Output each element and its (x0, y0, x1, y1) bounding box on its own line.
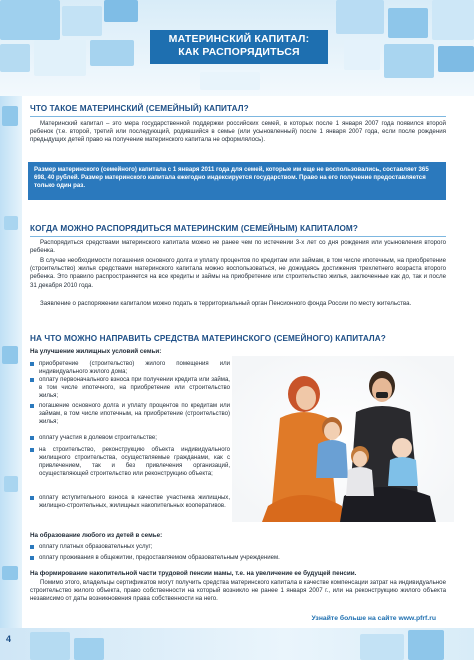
list-item-text: на строительство, реконструкцию объекта индивидуального жилищного строительства, осуществляемые гражданами, как с привлечением, так и без привлечения организаций, осуществляющей строительство или реконструкцию объекта; (39, 447, 230, 477)
decor-square (344, 40, 380, 70)
list-item-text: оплату платных образовательных услуг; (39, 544, 153, 550)
housing-subheading: На улучшение жилищных условий семьи: (30, 348, 162, 355)
decor-square (360, 634, 404, 660)
pension-subheading: На формирование накопительной части трудовой пенсии мамы, т.е. на увеличение ее будущей пенсии. (30, 570, 357, 577)
list-item (30, 376, 230, 400)
family-photo (232, 356, 454, 522)
page-title-line-1: МАТЕРИНСКИЙ КАПИТАЛ: (168, 33, 310, 45)
page-title (150, 30, 328, 64)
bullet-marker (30, 404, 34, 408)
paragraph-when-1: Распорядиться средствами материнского капитала можно не ранее чем по истечении 3-х лет со дня рождения или усыновления второго ребенка. (30, 239, 446, 255)
section-divider (30, 236, 446, 237)
decor-square (2, 106, 18, 126)
decor-square (2, 346, 18, 364)
section-heading-what-is: ЧТО ТАКОЕ МАТЕРИНСКИЙ (СЕМЕЙНЫЙ) КАПИТАЛ? (30, 104, 249, 113)
decor-square (30, 632, 70, 660)
bullet-marker (30, 545, 34, 549)
decor-square (200, 72, 260, 90)
family-photo-illustration (232, 356, 454, 522)
website-link[interactable]: Узнайте больше на сайте www.pfrf.ru (311, 615, 436, 622)
bullet-marker (30, 362, 34, 366)
section-heading-when: КОГДА МОЖНО РАСПОРЯДИТЬСЯ МАТЕРИНСКИМ (СЕМЕЙНЫМ) КАПИТАЛОМ? (30, 224, 358, 233)
header-band (0, 0, 474, 96)
list-item (30, 434, 230, 442)
section-heading-what-for: НА ЧТО МОЖНО НАПРАВИТЬ СРЕДСТВА МАТЕРИНСКОГО (СЕМЕЙНОГО) КАПИТАЛА? (30, 334, 386, 343)
decor-square (438, 46, 474, 72)
section-divider (30, 116, 446, 117)
decor-square (104, 0, 138, 22)
paragraph-definition: Материнский капитал – это мера государственной поддержки российских семей, в которых после 1 января 2007 года появился второй ребенок (т.е. второй, третий или последующий, родившийся в семье (или усыновленный) после 1 января 2007 года, если после рождения предыдущих детей право на получение материнского капитала не оформлялось). (30, 120, 446, 144)
paragraph-when-2: В случае необходимости погашения основного долга и уплату процентов по кредитам или займам, в том числе ипотечным, на приобретение (строительство) жилья средствами материнского капитала можно воспользоваться, не дожидаясь достижения трехлетнего возраста второго ребенка. Это правило распространяется на все кредиты и займы на приобретение или строительство жилья, заключенные как до, так и после 31 декабря 2010 года. (30, 257, 446, 289)
education-subheading: На образование любого из детей в семье: (30, 532, 163, 539)
page-number: 4 (6, 634, 12, 644)
decor-square (388, 8, 428, 38)
list-item (30, 360, 230, 376)
highlight-text: Размер материнского (семейного) капитала с 1 января 2011 года для семей, которые им еще не воспользовались, составляет 365 698, 40 рублей. Размер материнского капитала ежегодно индексируется государством. Право на его получение предоставляется только один раз. (34, 166, 429, 189)
list-item-text: оплату участия в долевом строительстве; (39, 435, 157, 441)
list-item (30, 446, 230, 478)
decor-square (408, 630, 444, 660)
bullet-marker (30, 436, 34, 440)
bullet-marker (30, 496, 34, 500)
decor-square (2, 566, 18, 580)
list-item-text: оплату первоначального взноса при получении кредита или займа, в том числе ипотечного, на приобретение или строительство жилья; (39, 377, 230, 399)
bullet-marker (30, 556, 34, 560)
bullet-marker (30, 378, 34, 382)
list-item (30, 402, 230, 426)
decor-square (384, 44, 434, 78)
paragraph-when-3: Заявление о распоряжении капиталом можно подать в территориальный орган Пенсионного фонда России по месту жительства. (40, 300, 412, 307)
list-item-text: оплату проживания в общежитии, предоставляемом образовательным учреждением. (39, 555, 280, 561)
paragraph-pension: Помимо этого, владельцы сертификатов могут получить средства материнского капитала в качестве компенсации затрат на индивидуальное строительство жилого объекта, право собственности на который возникло не ранее 1 января 2007 г., или на реконструкцию жилого объекта независимо от даты возникновения права собственности на него. (30, 579, 446, 603)
list-item (30, 554, 440, 562)
decor-square (74, 638, 104, 660)
decor-square (0, 44, 30, 72)
decor-square (4, 476, 18, 492)
list-item (30, 494, 230, 510)
decor-square (62, 6, 102, 36)
decor-square (432, 0, 474, 40)
list-item-text: погашение основного долга и уплату процентов по кредитам или займам, в том числе ипотечным, на приобретение (строительство) жилья; (39, 403, 230, 425)
page-title-line-2: КАК РАСПОРЯДИТЬСЯ (178, 46, 300, 58)
list-item (30, 543, 440, 551)
footer-band (0, 628, 474, 660)
highlight-box (28, 162, 446, 200)
list-item-text: оплату вступительного взноса в качестве участника жилищных, жилищно-строительных, жилищных накопительных кооперативов. (39, 495, 230, 509)
decor-square (4, 216, 18, 230)
decor-square (336, 0, 384, 34)
decor-square (34, 40, 86, 76)
bullet-marker (30, 448, 34, 452)
left-decor-strip (0, 96, 22, 660)
list-item-text: приобретение (строительство) жилого помещения или индивидуального жилого дома; (39, 361, 230, 375)
decor-square (0, 0, 60, 40)
decor-square (90, 40, 134, 66)
